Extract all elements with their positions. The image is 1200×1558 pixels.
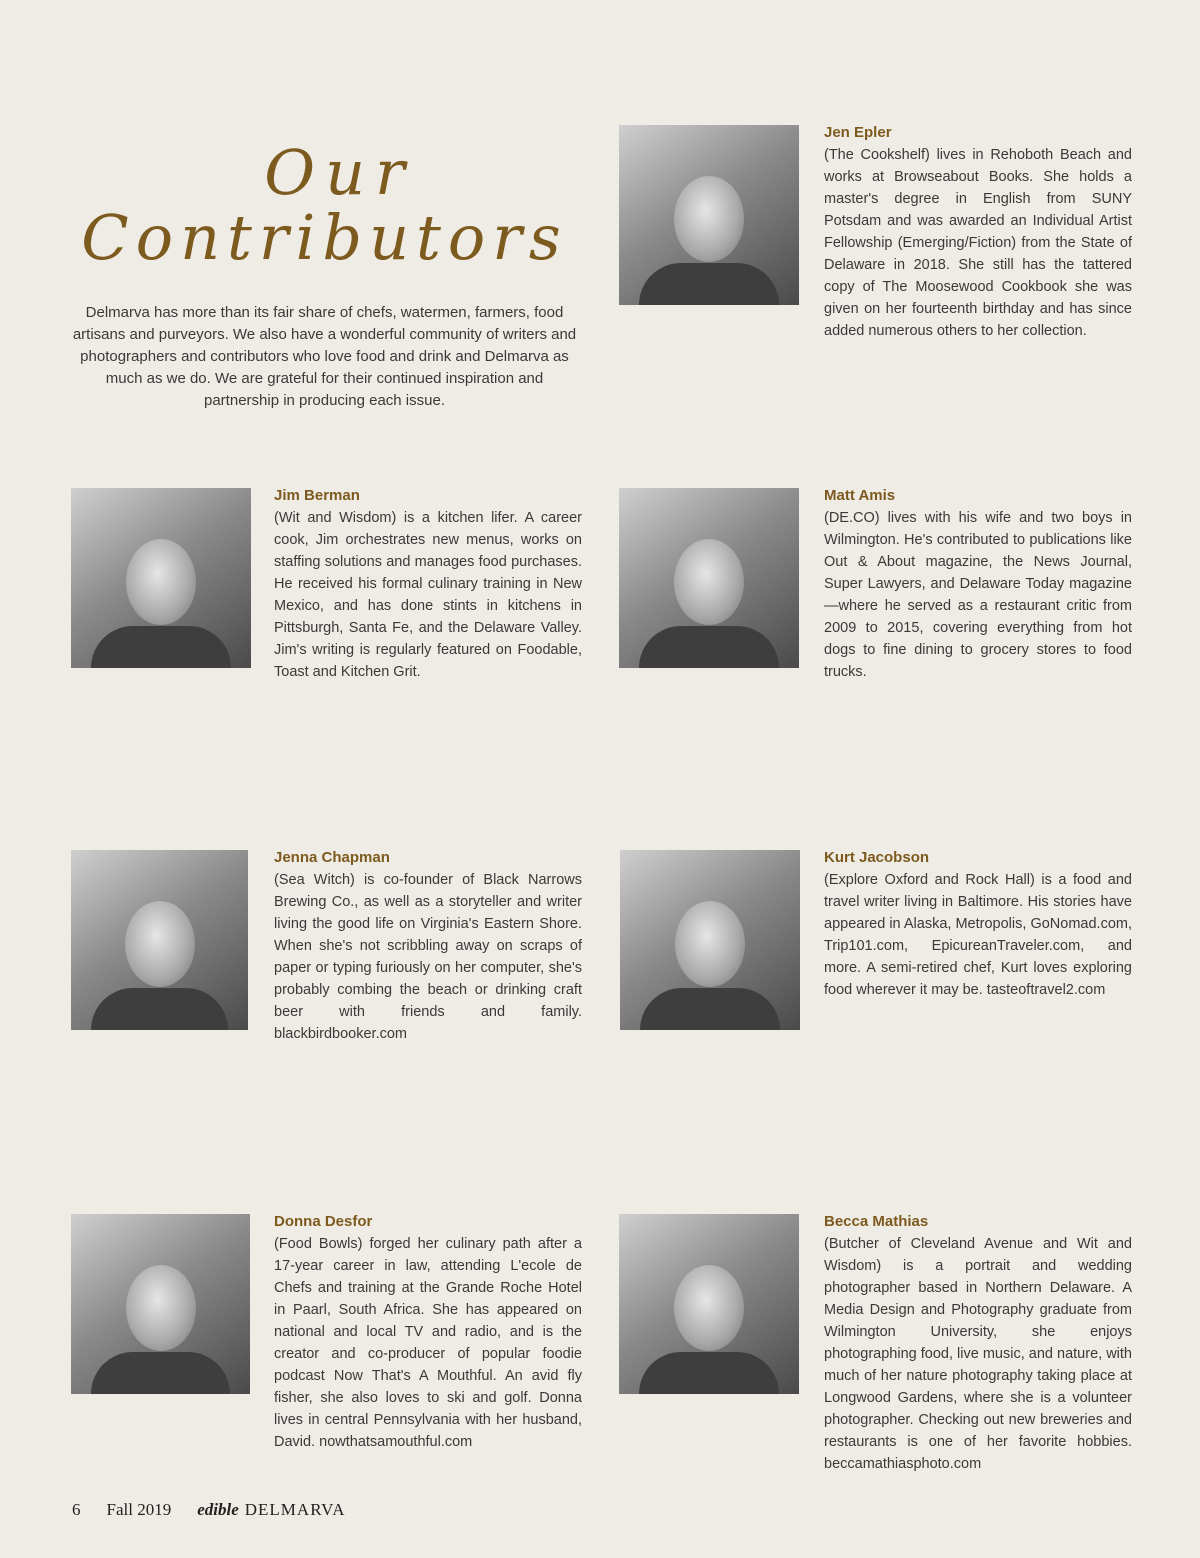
page-title-line1: Our (264, 136, 415, 209)
contributor-name: Kurt Jacobson (824, 849, 930, 866)
contributor-name: Jim Berman (274, 487, 360, 504)
contributor-name: Donna Desfor (274, 1213, 373, 1230)
contributor-text: (Food Bowls) forged her culinary path after a 17-year career in law, attending L'ecole de Chefs and training at the Grande Roche Hotel in Paarl, South Africa. She has appeared on national and local TV and radio, and is the creator and co-producer of popular foodie podcast Now That's A Mouthful. An avid fly fisher, she also loves to ski and golf. Donna lives in central Pennsylvania with her husband, David. nowthatsamouthful.com (274, 1236, 582, 1450)
contributor-text: (Explore Oxford and Rock Hall) is a food and travel writer living in Baltimore. His stories have appeared in Alaska, Metropolis, GoNomad.com, Trip101.com, EpicureanTraveler.com, and more. A semi-retired chef, Kurt loves exploring food wherever it may be. tasteoftravel2.com (824, 872, 1132, 998)
contributor-text: (Wit and Wisdom) is a kitchen lifer. A career cook, Jim orchestrates new menus, works on staffing solutions and manages food purchases. He received his formal culinary training in New Mexico, and has done stints in kitchens in Pittsburgh, Santa Fe, and the Delaware Valley. Jim's writing is regularly featured on Foodable, Toast and Kitchen Grit. (274, 510, 582, 680)
contributor-name: Jen Epler (824, 124, 892, 141)
contributor-text: (DE.CO) lives with his wife and two boys in Wilmington. He's contributed to publications like Out & About magazine, the News Journal, Super Lawyers, and Delaware Today magazine—where he served as a restaurant critic from 2009 to 2015, covering everything from hot dogs to fine dining to grocery stores to food trucks. (824, 510, 1132, 680)
contributor-photo-becca-mathias (619, 1214, 799, 1394)
contributor-text: (Sea Witch) is co-founder of Black Narrows Brewing Co., as well as a storyteller and writer living the good life on Virginia's Eastern Shore. When she's not scribbling away on scraps of paper or typing furiously on her computer, she's probably combing the beach or drinking craft beer with friends and family. blackbirdbooker.com (274, 872, 582, 1042)
contributor-photo-matt-amis (619, 488, 799, 668)
contributor-photo-jenna-chapman (71, 850, 248, 1030)
contributor-photo-donna-desfor (71, 1214, 250, 1394)
intro-paragraph: Delmarva has more than its fair share of chefs, watermen, farmers, food artisans and purveyors. We also have a wonderful community of writers and photographers and contributors who love food and drink and Delmarva as much as we do. We are grateful for their continued inspiration and partnership in producing each issue. (72, 304, 577, 409)
contributor-bio-jen-epler (824, 122, 1132, 342)
contributor-bio-kurt-jacobson (824, 847, 1132, 1001)
page-title (72, 136, 577, 275)
page-footer (72, 1500, 346, 1520)
contributor-name: Matt Amis (824, 487, 896, 504)
contributor-text: (The Cookshelf) lives in Rehoboth Beach and works at Browseabout Books. She holds a master's degree in English from SUNY Potsdam and was awarded an Individual Artist Fellowship (Emerging/Fiction) from the State of Delaware in 2018. She still has the tattered copy of The Moosewood Cookbook she was given on her fourteenth birthday and has since added numerous others to her collection. (824, 147, 1132, 339)
contributor-photo-jen-epler (619, 125, 799, 305)
contributor-bio-becca-mathias (824, 1211, 1132, 1475)
contributor-name: Becca Mathias (824, 1213, 929, 1230)
issue-label: Fall 2019 (106, 1500, 172, 1519)
contributor-bio-donna-desfor (274, 1211, 582, 1453)
contributor-photo-jim-berman (71, 488, 251, 668)
page-title-line2: Contributors (81, 201, 568, 275)
contributor-photo-kurt-jacobson (620, 850, 800, 1030)
brand-delmarva: DELMARVA (244, 1500, 346, 1519)
page-number: 6 (72, 1500, 81, 1519)
contributor-bio-jenna-chapman (274, 847, 582, 1045)
brand-edible: edible (197, 1500, 239, 1519)
contributor-bio-matt-amis (824, 485, 1132, 683)
contributor-bio-jim-berman (274, 485, 582, 683)
contributor-name: Jenna Chapman (274, 849, 390, 866)
contributor-text: (Butcher of Cleveland Avenue and Wit and Wisdom) is a portrait and wedding photographer based in Northern Delaware. A Media Design and Photography graduate from Wilmington University, she enjoys photographing food, live music, and nature, with much of her nature photography taking place at Longwood Gardens, where she is a volunteer photographer. Checking out new breweries and restaurants is one of her favorite hobbies. beccamathiasphoto.com (824, 1236, 1132, 1472)
